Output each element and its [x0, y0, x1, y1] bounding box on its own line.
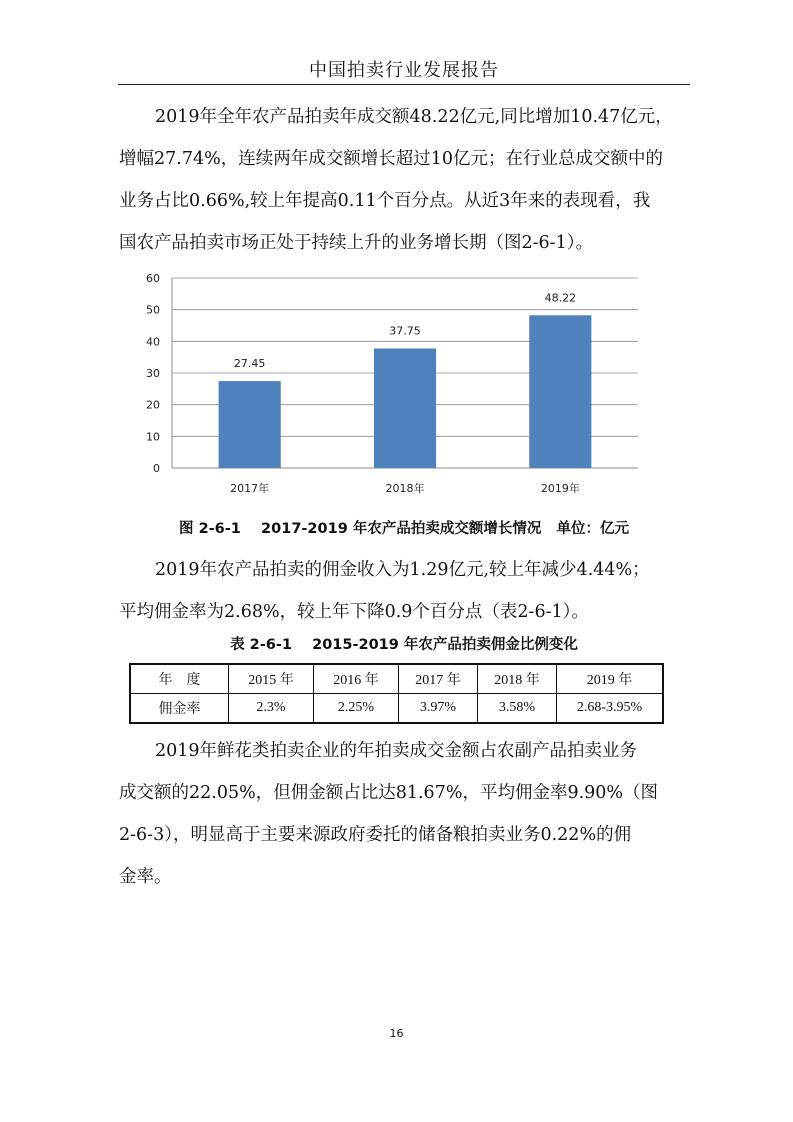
table-header-cell: 2015 年: [229, 664, 314, 694]
bar: [529, 315, 591, 468]
y-tick-label: 10: [146, 430, 160, 444]
paragraph-3-line: 2-6-3），明显高于主要来源政府委托的储备粮拍卖业务0.22%的佣: [119, 825, 632, 845]
paragraph-1-line: 业务占比0.66%,较上年提高0.11个百分点。从近3年来的表现看，我: [119, 191, 651, 211]
table-header-cell: 2017 年: [399, 664, 478, 694]
table-header-row: [130, 664, 663, 694]
chart-svg: [120, 263, 672, 503]
paragraph-2-line: 平均佣金率为2.68%，较上年下降0.9个百分点（表2-6-1）。: [119, 602, 589, 622]
y-tick-label: 40: [146, 335, 160, 349]
table-caption: 表 2-6-1 2015-2019 年农产品拍卖佣金比例变化: [230, 637, 578, 653]
x-tick-label: 2019年: [540, 482, 580, 495]
paragraph-3-line: 2019年鲜花类拍卖企业的年拍卖成交金额占农副产品拍卖业务: [155, 741, 638, 761]
table-cell: 2.25%: [314, 694, 399, 724]
paragraph-2-line: 2019年农产品拍卖的佣金收入为1.29亿元,较上年减少4.44%；: [155, 560, 650, 580]
data-label: 48.22: [544, 291, 577, 305]
paragraph-3-line: 成交额的22.05%，但佣金额占比达81.67%，平均佣金率9.90%（图: [119, 783, 659, 803]
paragraph-3: [119, 730, 687, 898]
figure-caption: 图 2-6-1 2017-2019 年农产品拍卖成交额增长情况 单位：亿元: [179, 521, 629, 537]
paragraph-1: [119, 96, 687, 264]
paragraph-1-line: 国农产品拍卖市场正处于持续上升的业务增长期（图2-6-1）。: [119, 233, 593, 253]
bar-chart: [120, 263, 672, 503]
y-tick-label: 50: [146, 303, 160, 317]
table-cell: 2.3%: [229, 694, 314, 724]
y-tick-label: 60: [146, 272, 160, 285]
commission-table: [129, 663, 664, 724]
paragraph-1-line: 2019年全年农产品拍卖年成交额48.22亿元,同比增加10.47亿元，: [155, 107, 673, 127]
bar: [219, 381, 281, 468]
table-cell: 3.58%: [478, 694, 557, 724]
table-header-cell: 年 度: [130, 664, 229, 694]
x-tick-label: 2018年: [385, 482, 425, 495]
bar: [374, 348, 436, 468]
y-tick-label: 0: [153, 462, 160, 475]
table-cell: 2.68-3.95%: [557, 694, 664, 724]
running-header: 中国拍卖行业发展报告: [309, 60, 499, 81]
paragraph-1-line: 增幅27.74%，连续两年成交额增长超过10亿元；在行业总成交额中的: [119, 149, 663, 169]
y-tick-label: 30: [146, 367, 160, 380]
table-row: [130, 694, 663, 724]
paragraph-2: [119, 549, 687, 633]
table-header-cell: 2018 年: [478, 664, 557, 694]
data-label: 27.45: [233, 357, 266, 371]
data-label: 37.75: [389, 324, 421, 338]
table-header-cell: 2019 年: [557, 664, 664, 694]
table-header-cell: 2016 年: [314, 664, 399, 694]
x-tick-label: 2017年: [230, 482, 270, 495]
table-cell: 3.97%: [399, 694, 478, 724]
paragraph-3-line: 金率。: [119, 867, 172, 887]
header-rule: [118, 84, 690, 85]
table-cell: 佣金率: [130, 694, 229, 724]
page-number: 16: [389, 1027, 404, 1040]
y-tick-label: 20: [146, 398, 160, 412]
